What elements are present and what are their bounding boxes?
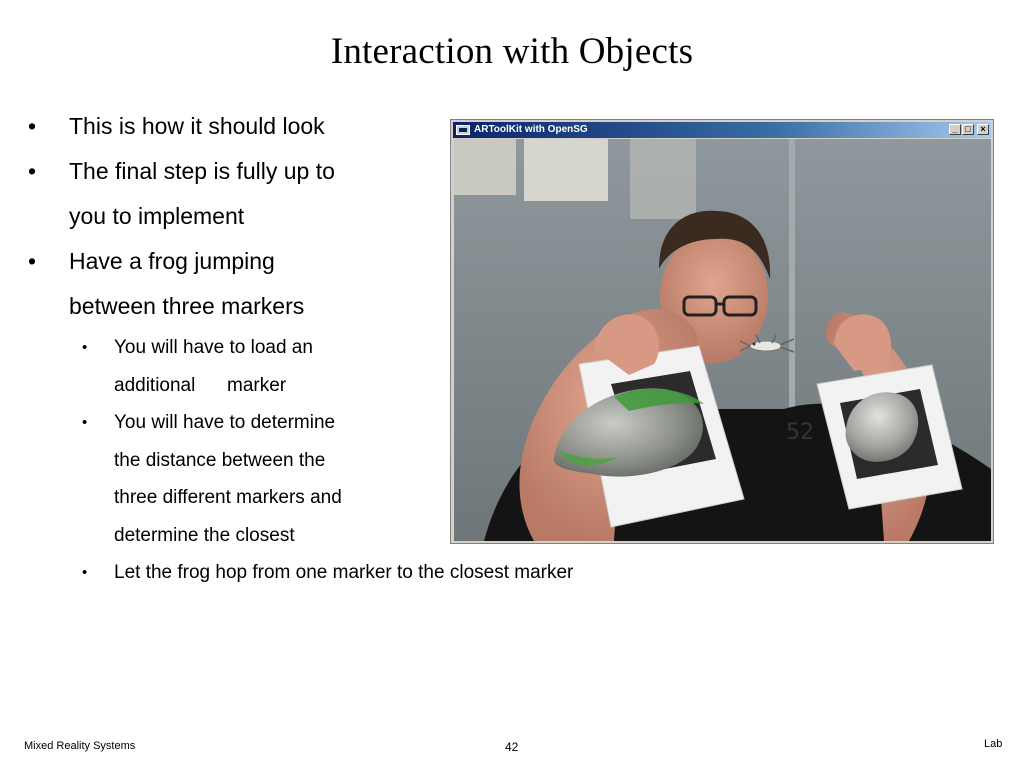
bullet-text: Have a frog jumping: [69, 248, 275, 274]
artoolkit-window: [450, 119, 994, 544]
bullet-text: This is how it should look: [69, 113, 325, 139]
close-button[interactable]: ×: [977, 124, 989, 135]
sub-bullet-text: You will have to load an: [114, 337, 313, 358]
window-titlebar[interactable]: [453, 122, 991, 138]
slide-title: Interaction with Objects: [330, 31, 694, 72]
bullet-dot-icon: •: [28, 248, 37, 274]
footer-lab: Lab: [984, 738, 1003, 750]
bullet-dot-icon: •: [82, 339, 88, 356]
bullet-text: The final step is fully up to: [69, 158, 335, 184]
footer-course: Mixed Reality Systems: [24, 740, 136, 752]
bullet-dot-icon: •: [82, 414, 88, 431]
camera-viewport: [454, 139, 991, 541]
svg-text:52: 52: [786, 420, 814, 445]
bullet-text-continued: you to implement: [69, 203, 245, 229]
sub-bullet-text-continued: the distance between the: [114, 449, 326, 471]
window-title: ARToolKit with OpenSG: [474, 124, 588, 135]
app-window-icon: [456, 125, 470, 135]
sub-bullet-text: You will have to determine: [114, 412, 336, 433]
minimize-button[interactable]: _: [949, 124, 961, 135]
bullet-text-continued: between three markers: [69, 293, 305, 319]
sub-bullet-item: [28, 554, 628, 592]
ar-scene-image: [454, 139, 991, 541]
sub-bullet-text-continued: determine the closest: [114, 524, 295, 546]
bullet-dot-icon: •: [82, 564, 88, 581]
sub-bullet-text: Let the frog hop from one marker to the closest marker: [114, 562, 574, 583]
sub-bullet-text-continued: additional marker: [114, 374, 287, 396]
page-number: 42: [505, 740, 519, 754]
bullet-dot-icon: •: [28, 113, 37, 139]
sub-bullet-text-continued: three different markers and: [114, 487, 342, 508]
maximize-button[interactable]: □: [962, 124, 974, 135]
bullet-dot-icon: •: [28, 158, 37, 184]
